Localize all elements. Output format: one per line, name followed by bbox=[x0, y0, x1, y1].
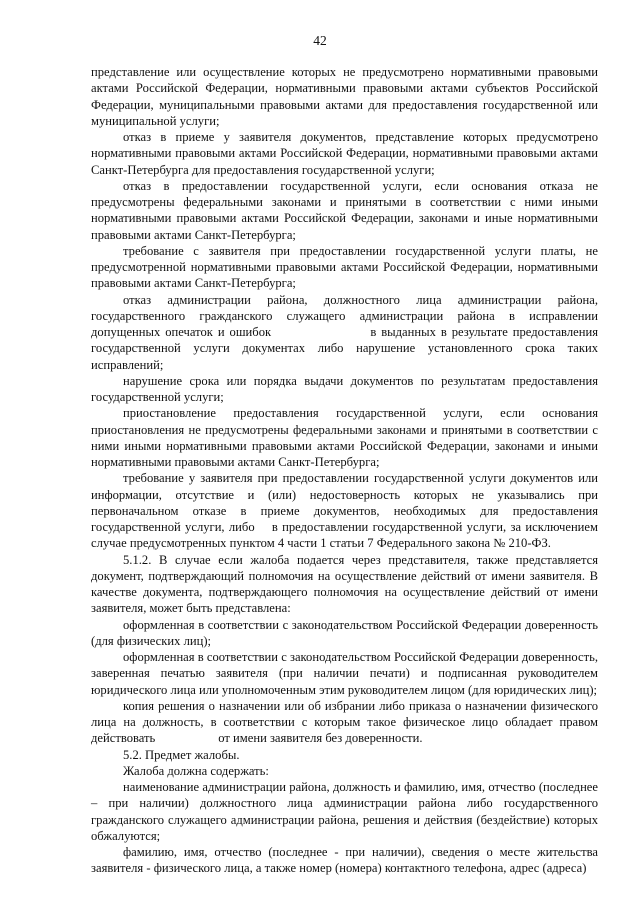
section-heading: 5.2. Предмет жалобы. bbox=[123, 747, 240, 762]
paragraph: нарушение срока или порядка выдачи документов по результатам предоставления государственной услуги; bbox=[91, 373, 598, 404]
paragraph: оформленная в соответствии с законодательством Российской Федерации доверенность, заверенная печатью заявителя (при наличии печати) и подписанная руководителем юридического лица или уполномоченным этим руководителем лицом (для юридических лиц); bbox=[91, 650, 598, 697]
document-body bbox=[91, 64, 602, 877]
paragraph: требование с заявителя при предоставлении государственной услуги платы, не предусмотренной нормативными правовыми актами Российской Федерации, нормативными правовыми актами Санкт-Петербурга; bbox=[91, 243, 598, 291]
paragraph: фамилию, имя, отчество (последнее - при наличии), сведения о месте жительства заявителя - физического лица, а также номер (номера) контактного телефона, адрес (адреса) bbox=[91, 845, 598, 876]
paragraph: Жалоба должна содержать: bbox=[123, 763, 269, 778]
paragraph: отказ администрации района, должностного лица администрации района, государственного гражданского служащего администрации района в исправлении допущенных опечаток и ошибок в выданных в результате предоставления государственной услуги документах либо нарушение установленного срока таких исправлений; bbox=[91, 292, 602, 372]
paragraph: приостановление предоставления государственной услуги, если основания приостановления не предусмотрены федеральными законами и принятыми в соответствии с ними иными нормативными правовыми актами Российской Федерации, законами и иными нормативными правовыми актами Санкт-Петербурга; bbox=[91, 406, 598, 469]
paragraph: отказ в приеме у заявителя документов, представление которых предусмотрено нормативными правовыми актами Российской Федерации, нормативными правовыми актами Санкт-Петербурга для предоставления государственной услуги; bbox=[91, 130, 598, 177]
paragraph: копия решения о назначении или об избрании либо приказа о назначении физического лица на должность, в соответствии с которым такое физическое лицо обладает правом действовать от имени заявителя без доверенности. bbox=[91, 698, 602, 746]
paragraph: наименование администрации района, должность и фамилию, имя, отчество (последнее – при наличии) должностного лица администрации района либо государственного гражданского служащего администрации района, решения и действия (бездействие) которых обжалуются; bbox=[91, 780, 598, 843]
section-paragraph: 5.1.2. В случае если жалоба подается через представителя, также представляется документ, подтверждающий полномочия на осуществление действий от имени заявителя. В качестве документа, подтверждающего полномочия на осуществление действий от имени заявителя, может быть представлена: bbox=[91, 552, 598, 616]
paragraph: отказ в предоставлении государственной услуги, если основания отказа не предусмотрены федеральными законами и принятыми в соответствии с ними иными нормативными правовыми актами Российской Федерации, законами и иные нормативными правовыми актами Санкт-Петербурга; bbox=[91, 178, 598, 242]
paragraph: представление или осуществление которых не предусмотрено нормативными правовыми актами Российской Федерации, нормативными правовыми актами субъектов Российской Федерации, муниципальными правовыми актами для предоставления государственной или муниципальной услуги; bbox=[91, 65, 598, 128]
paragraph: оформленная в соответствии с законодательством Российской Федерации доверенность (для физических лиц); bbox=[91, 617, 598, 648]
page-number: 42 bbox=[313, 33, 327, 48]
paragraph: требование у заявителя при предоставлении государственной услуги документов или информации, отсутствие и (или) недостоверность которых не указывались при первоначальном отказе в приеме документов, необходимых для предоставления государственной услуги, либо в предоставлении государственной услуги, за исключением случае предусмотренных пунктом 4 части 1 статьи 7 Федерального закона № 210-ФЗ. bbox=[91, 471, 602, 551]
